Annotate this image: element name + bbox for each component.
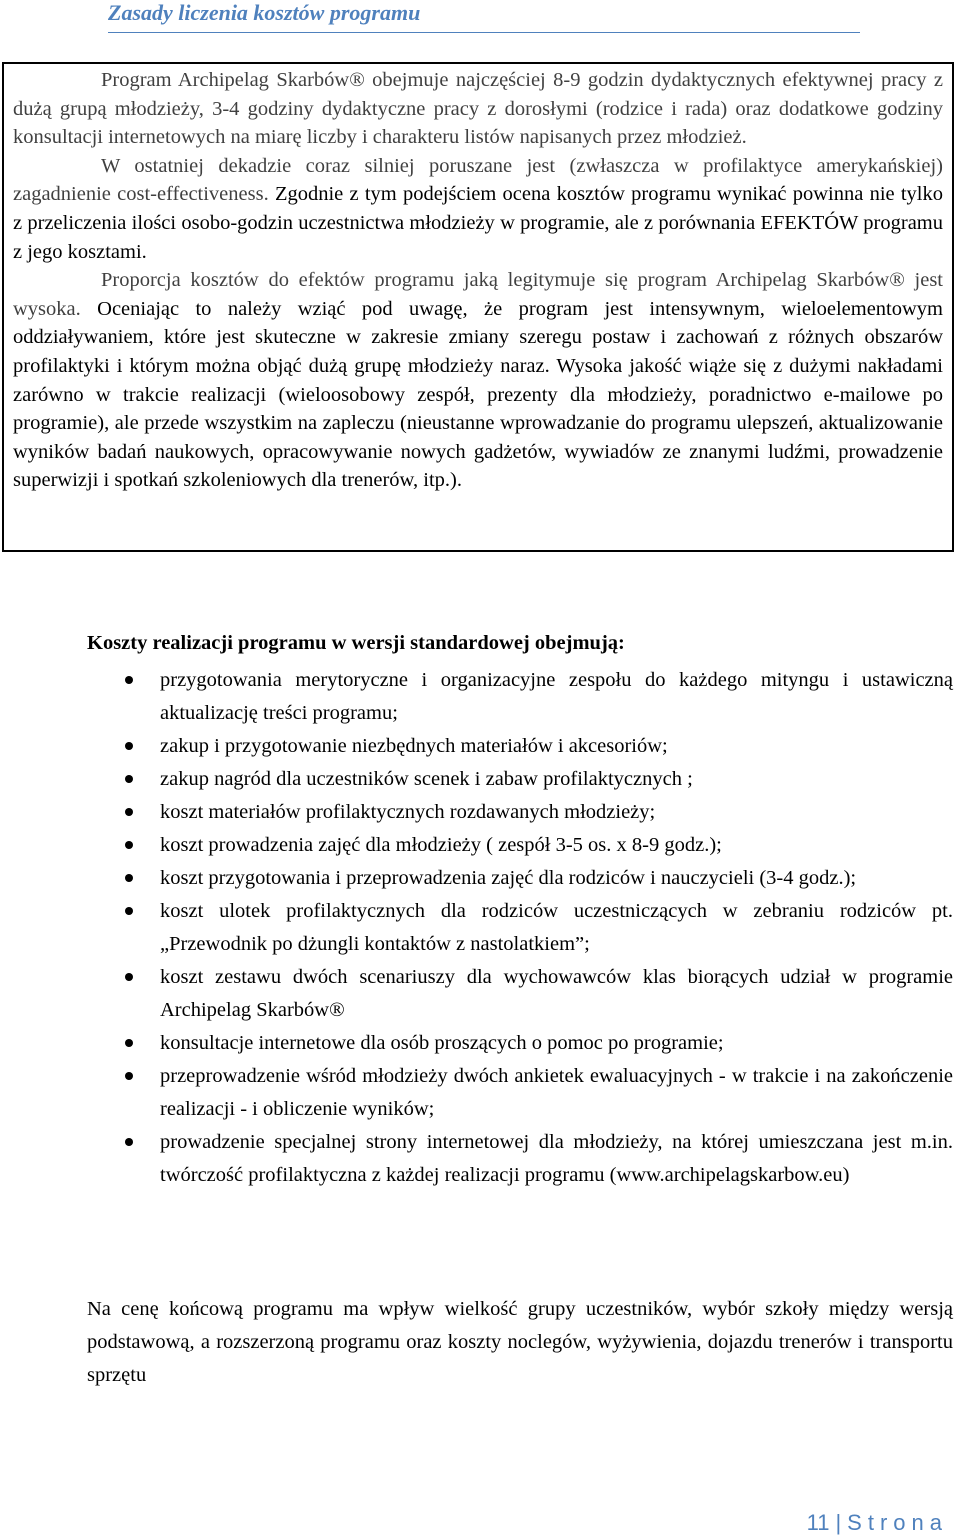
list-item: konsultacje internetowe dla osób proszących o pomoc po programie;: [160, 1027, 953, 1060]
footer-separator: |: [835, 1510, 842, 1535]
closing-paragraph: Na cenę końcową programu ma wpływ wielkość grupy uczestników, wybór szkoły między wersją podstawową, a rozszerzoną programu oraz koszty noclegów, wyżywienia, dojazdu trenerów i transportu sprzętu: [87, 1298, 953, 1386]
intro-paragraph-2-lead: W ostatniej dekadzie coraz silniej poruszane jest (zwłaszcza w profilaktyce amerykańskiej) zagadnienie cost-effectiveness.: [13, 154, 943, 206]
costs-heading: Koszty realizacji programu w wersji standardowej obejmują:: [87, 632, 625, 654]
list-item: koszt materiałów profilaktycznych rozdawanych młodzieży;: [160, 796, 953, 829]
page-header-title: Zasady liczenia kosztów programu: [108, 0, 421, 25]
list-item: koszt prowadzenia zajęć dla młodzieży ( zespół 3-5 os. x 8-9 godz.);: [160, 829, 953, 862]
list-item: koszt zestawu dwóch scenariuszy dla wychowawców klas biorących udział w programie Archipelag Skarbów®: [160, 961, 953, 1027]
intro-paragraph-1: [13, 66, 943, 152]
header-divider: [108, 32, 860, 33]
list-item: zakup nagród dla uczestników scenek i zabaw profilaktycznych ;: [160, 763, 953, 796]
list-item: koszt ulotek profilaktycznych dla rodziców uczestniczących w zebraniu rodziców pt. „Przewodnik po dżungli kontaktów z nastolatkiem”;: [160, 895, 953, 961]
intro-paragraph-3-rest: Oceniając to należy wziąć pod uwagę, że program jest intensywnym, wieloelementowym oddziaływaniem, które jest skuteczne w zakresie zmiany szeregu postaw i zachowań z różnych obszarów profilaktyki i którym można objąć dużą grupę młodzieży naraz. Wysoka jakość wiąże się z dużymi nakładami zarówno w trakcie realizacji (wieloosobowy zespół, prezenty dla młodzieży, poradnictwo e-mailowe po programie), ale przede wszystkim na zapleczu (nieustanne wprowadzanie do programu ulepszeń, aktualizowanie wyników badań naukowych, opracowywanie nowych gadżetów, wywiadów ze znanymi ludźmi, prowadzenie superwizji i spotkań szkoleniowych dla trenerów, itp.).: [13, 297, 943, 492]
intro-paragraph-3-lead: Proporcja kosztów do efektów programu jaką legitymuje się program Archipelag Skarbów® jest wysoka.: [13, 269, 943, 320]
intro-paragraph-3: [13, 266, 943, 495]
list-item: przygotowania merytoryczne i organizacyjne zespołu do każdego mityngu i ustawiczną aktualizację treści programu;: [160, 664, 953, 730]
list-item: przeprowadzenie wśród młodzieży dwóch ankietek ewaluacyjnych - w trakcie i na zakończenie realizacji - i obliczenie wyników;: [160, 1060, 953, 1126]
list-item: koszt przygotowania i przeprowadzenia zajęć dla rodziców i nauczycieli (3-4 godz.);: [160, 862, 953, 895]
page-number: 11: [806, 1510, 830, 1535]
intro-paragraph-1-text: Program Archipelag Skarbów® obejmuje najczęściej 8-9 godzin dydaktycznych efektywnej pracy z dużą grupą młodzieży, 3-4 godziny dydaktyczne pracy z dorosłymi (rodzice i rada) oraz dodatkowe godziny konsultacji internetowych na miarę liczby i charakteru listów napisanych przez młodzież.: [13, 69, 943, 149]
page-footer: [807, 1509, 948, 1537]
list-item: zakup i przygotowanie niezbędnych materiałów i akcesoriów;: [160, 730, 953, 763]
list-item: prowadzenie specjalnej strony internetowej dla młodzieży, na której umieszczana jest m.in. twórczość profilaktyczna z każdej realizacji programu (www.archipelagskarbow.eu): [160, 1126, 953, 1192]
intro-box: [2, 62, 954, 552]
intro-paragraph-2: [13, 152, 943, 266]
intro-paragraph-2-rest: Zgodnie z tym podejściem ocena kosztów programu wynikać powinna nie tylko z przeliczenia ilości osobo-godzin uczestnictwa młodzieży w programie, ale z porównania EFEKTÓW programu z jego kosztami.: [13, 183, 943, 263]
costs-list: [160, 664, 953, 1192]
footer-page-label: Strona: [847, 1510, 948, 1535]
